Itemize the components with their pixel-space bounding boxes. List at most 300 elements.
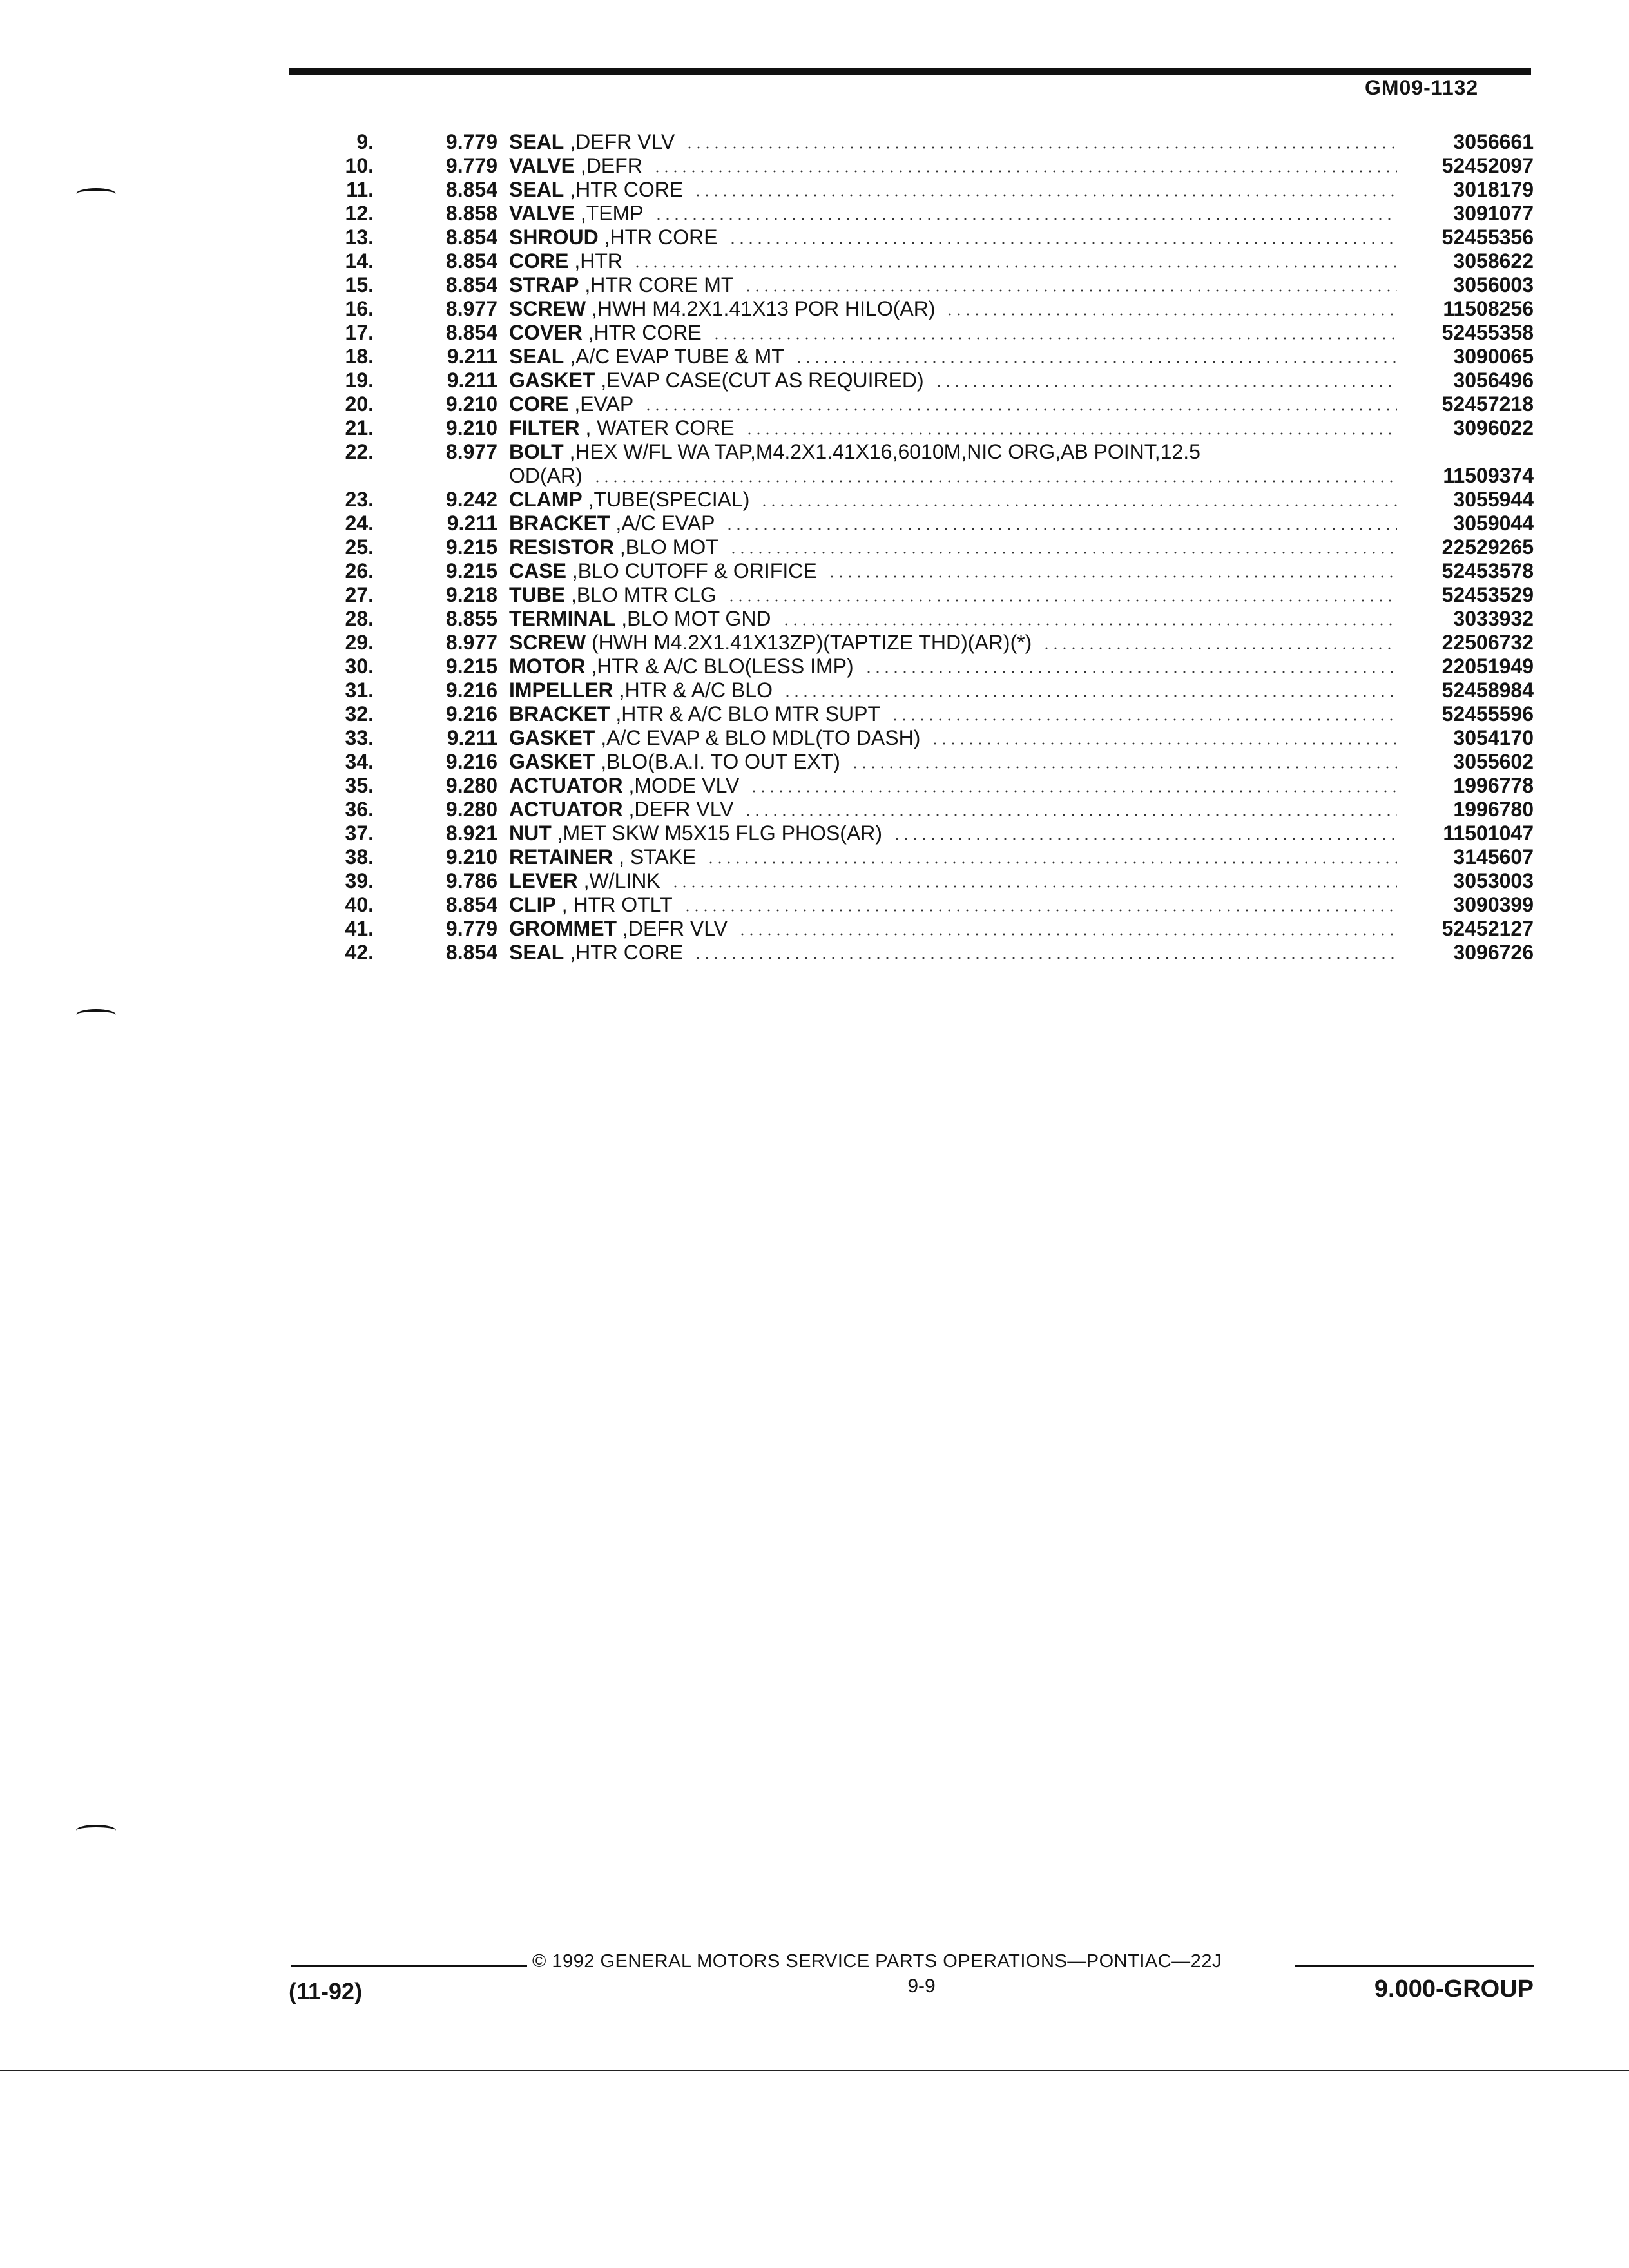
dot-leader <box>706 861 1397 864</box>
ref-number: 33. <box>345 726 374 749</box>
part-description <box>509 249 622 273</box>
part-number: 3056496 <box>1453 369 1534 392</box>
part-number: 1996780 <box>1453 798 1534 821</box>
group-number: 8.854 <box>445 893 497 916</box>
ref-number: 10. <box>345 154 374 177</box>
ref-number: 21. <box>345 416 374 439</box>
group-number: 8.854 <box>445 273 497 296</box>
part-number: 1996778 <box>1453 774 1534 797</box>
part-row <box>303 559 1534 583</box>
group-number: 9.779 <box>445 130 497 153</box>
group-number: 9.211 <box>447 726 497 749</box>
part-number: 3054170 <box>1453 726 1534 749</box>
ref-number: 22. <box>345 440 374 463</box>
part-row <box>303 607 1534 631</box>
part-name: ACTUATOR <box>509 774 623 797</box>
part-name: RETAINER <box>509 845 613 869</box>
footer-rule-left <box>291 1965 527 1967</box>
part-name: TERMINAL <box>509 607 616 630</box>
part-number: 3056661 <box>1453 130 1534 153</box>
part-detail: ,BLO MOT <box>614 535 718 559</box>
dot-leader <box>851 766 1397 769</box>
part-number: 3090399 <box>1453 893 1534 916</box>
part-detail: ,TUBE(SPECIAL) <box>582 488 750 511</box>
part-number: 52455358 <box>1441 321 1534 344</box>
group-number: 9.210 <box>445 845 497 869</box>
part-row <box>303 321 1534 345</box>
dot-leader <box>729 552 1397 554</box>
part-description <box>509 702 880 726</box>
dot-leader <box>693 194 1397 197</box>
group-number: 8.855 <box>445 607 497 630</box>
part-name: STRAP <box>509 273 579 296</box>
part-row <box>303 678 1534 702</box>
dot-leader <box>783 695 1397 697</box>
part-description <box>509 440 1200 463</box>
part-description-block <box>509 202 1405 226</box>
group-number: 9.215 <box>445 655 497 678</box>
part-name: CORE <box>509 392 569 416</box>
margin-mark <box>76 188 116 200</box>
part-name: VALVE <box>509 202 575 225</box>
part-description-block <box>509 345 1405 369</box>
part-number: 52455356 <box>1441 226 1534 249</box>
group-number: 9.210 <box>445 416 497 439</box>
dot-leader <box>633 265 1397 268</box>
part-number: 3058622 <box>1453 249 1534 273</box>
part-detail: , HTR OTLT <box>555 893 673 916</box>
dot-leader <box>760 504 1397 506</box>
ref-number: 28. <box>345 607 374 630</box>
part-description-block <box>509 559 1405 583</box>
part-detail: ,HWH M4.2X1.41X13 POR HILO(AR) <box>586 297 936 320</box>
part-name: VALVE <box>509 154 575 177</box>
part-row <box>303 655 1534 678</box>
part-detail: ,DEFR VLV <box>622 798 734 821</box>
part-name: NUT <box>509 822 552 845</box>
part-name: LEVER <box>509 869 578 892</box>
part-detail: ,W/LINK <box>577 869 660 892</box>
part-description <box>509 273 733 297</box>
part-row <box>303 512 1534 535</box>
part-number: 3145607 <box>1453 845 1534 869</box>
part-number: 52457218 <box>1441 392 1534 416</box>
description-line-2 <box>509 464 1405 488</box>
part-row <box>303 583 1534 607</box>
part-name: RESISTOR <box>509 535 614 559</box>
group-number: 9.280 <box>445 798 497 821</box>
ref-number: 14. <box>345 249 374 273</box>
part-detail: ,HTR CORE <box>582 321 702 344</box>
footer-date: (11-92) <box>289 1978 363 2004</box>
part-number: 11508256 <box>1443 297 1534 320</box>
dot-leader <box>744 289 1397 292</box>
part-detail: ,A/C EVAP TUBE & MT <box>564 345 784 368</box>
part-name: BRACKET <box>509 512 610 535</box>
dot-leader <box>712 337 1397 340</box>
part-detail: ,HTR & A/C BLO <box>613 678 773 702</box>
part-row <box>303 726 1534 750</box>
part-description-block <box>509 392 1405 416</box>
ref-number: 39. <box>345 869 374 892</box>
margin-mark <box>76 1825 116 1836</box>
part-name: SEAL <box>509 130 564 153</box>
part-name: SEAL <box>509 345 564 368</box>
part-description <box>509 917 728 941</box>
part-description <box>509 845 696 869</box>
part-description <box>509 559 817 583</box>
part-detail: ,EVAP <box>568 392 634 416</box>
dot-leader <box>782 623 1397 626</box>
part-description <box>509 822 882 845</box>
part-description-block <box>509 226 1405 249</box>
part-description-block <box>509 512 1405 535</box>
part-description <box>509 607 771 631</box>
part-description-block <box>509 750 1405 774</box>
document-code: GM09-1132 <box>1365 76 1479 99</box>
part-name: MOTOR <box>509 655 586 678</box>
part-description <box>509 369 924 392</box>
part-detail: ,BLO MTR CLG <box>565 583 717 606</box>
ref-number: 15. <box>345 273 374 296</box>
ref-number: 26. <box>345 559 374 582</box>
group-number: 8.977 <box>445 631 497 654</box>
part-row <box>303 130 1534 154</box>
part-description <box>509 583 717 607</box>
dot-leader <box>727 599 1397 602</box>
part-description <box>509 535 718 559</box>
part-detail: ,HTR & A/C BLO(LESS IMP) <box>585 655 854 678</box>
part-number: 3033932 <box>1453 607 1534 630</box>
part-description <box>509 392 633 416</box>
part-name: ACTUATOR <box>509 798 623 821</box>
part-detail: , WATER CORE <box>579 416 735 439</box>
part-row <box>303 226 1534 249</box>
part-row <box>303 750 1534 774</box>
dot-leader <box>827 575 1397 578</box>
group-number: 8.854 <box>445 321 497 344</box>
part-detail: ,HTR CORE <box>564 941 684 964</box>
ref-number: 20. <box>345 392 374 416</box>
part-number: 3091077 <box>1453 202 1534 225</box>
part-name: GROMMET <box>509 917 617 940</box>
part-description-block <box>509 822 1405 845</box>
ref-number: 40. <box>345 893 374 916</box>
part-name: BRACKET <box>509 702 610 726</box>
part-description-block <box>509 607 1405 631</box>
dot-leader <box>654 218 1397 220</box>
part-description-block <box>509 416 1405 440</box>
part-description <box>509 178 683 202</box>
part-description <box>509 154 642 178</box>
part-description-block <box>509 941 1405 965</box>
part-row <box>303 631 1534 655</box>
part-row <box>303 702 1534 726</box>
part-row <box>303 416 1534 440</box>
dot-leader <box>745 432 1397 435</box>
part-description <box>509 512 715 535</box>
part-number: 3056003 <box>1453 273 1534 296</box>
footer-group-label: 9.000-GROUP <box>1374 1975 1534 2003</box>
description-line-1 <box>509 440 1405 464</box>
part-row <box>303 369 1534 392</box>
part-number: 11509374 <box>1443 464 1534 487</box>
part-row <box>303 202 1534 226</box>
part-detail: ,HTR CORE <box>598 226 718 249</box>
group-number: 9.211 <box>447 345 497 368</box>
part-row <box>303 154 1534 178</box>
part-description <box>509 750 840 774</box>
part-row <box>303 392 1534 416</box>
part-description-block <box>509 726 1405 750</box>
part-detail: ,A/C EVAP <box>610 512 715 535</box>
header-rule <box>289 68 1531 75</box>
part-name: GASKET <box>509 750 595 773</box>
part-number: 22529265 <box>1441 535 1534 559</box>
part-description <box>509 130 675 154</box>
part-description <box>509 321 702 345</box>
group-number: 8.977 <box>445 297 497 320</box>
ref-number: 34. <box>345 750 374 773</box>
part-description-block <box>509 893 1405 917</box>
part-row <box>303 535 1534 559</box>
dot-leader <box>728 242 1397 244</box>
part-description-block <box>509 273 1405 297</box>
group-number: 9.215 <box>445 559 497 582</box>
part-detail: ,BLO CUTOFF & ORIFICE <box>566 559 817 582</box>
part-description-block <box>509 702 1405 726</box>
dot-leader <box>795 361 1397 363</box>
group-number: 8.921 <box>445 822 497 845</box>
part-number: 52452127 <box>1441 917 1534 940</box>
part-description-block <box>509 249 1405 273</box>
group-number: 9.211 <box>447 512 497 535</box>
part-number: 52458984 <box>1441 678 1534 702</box>
ref-number: 41. <box>345 917 374 940</box>
part-detail: , STAKE <box>613 845 697 869</box>
part-name: BOLT <box>509 440 564 463</box>
part-description-block <box>509 297 1405 321</box>
part-row <box>303 917 1534 941</box>
ref-number: 17. <box>345 321 374 344</box>
part-description-block <box>509 369 1405 392</box>
part-number: 3059044 <box>1453 512 1534 535</box>
part-row <box>303 869 1534 893</box>
part-detail: ,MODE VLV <box>622 774 740 797</box>
part-description <box>509 226 718 249</box>
ref-number: 12. <box>345 202 374 225</box>
part-description <box>509 798 733 822</box>
part-description-block <box>509 774 1405 798</box>
part-name: SEAL <box>509 941 564 964</box>
part-description-block <box>509 845 1405 869</box>
dot-leader <box>593 480 1397 483</box>
part-detail: ,DEFR VLV <box>564 130 675 153</box>
part-detail: ,HEX W/FL WA TAP,M4.2X1.41X16,6010M,NIC ORG,AB POINT,12.5 <box>563 440 1200 463</box>
part-number: 52453529 <box>1441 583 1534 606</box>
ref-number: 24. <box>345 512 374 535</box>
part-name: SCREW <box>509 297 586 320</box>
part-description <box>509 488 749 512</box>
part-number: 52453578 <box>1441 559 1534 582</box>
part-name: IMPELLER <box>509 678 613 702</box>
group-number: 9.215 <box>445 535 497 559</box>
ref-number: 25. <box>345 535 374 559</box>
part-description <box>509 893 673 917</box>
part-description <box>509 655 854 678</box>
part-description <box>509 869 660 893</box>
part-description-block <box>509 917 1405 941</box>
ref-number: 27. <box>345 583 374 606</box>
dot-leader <box>644 408 1397 411</box>
part-name: GASKET <box>509 369 595 392</box>
part-number: 22051949 <box>1441 655 1534 678</box>
part-description-block <box>509 798 1405 822</box>
footer-rule-right <box>1295 1965 1534 1967</box>
part-row <box>303 774 1534 798</box>
part-row <box>303 273 1534 297</box>
part-description-block <box>509 535 1405 559</box>
group-number: 9.786 <box>445 869 497 892</box>
part-number: 3018179 <box>1453 178 1534 201</box>
ref-number: 32. <box>345 702 374 726</box>
page-number: 9-9 <box>907 1975 936 1997</box>
dot-leader <box>930 742 1397 745</box>
dot-leader <box>738 933 1397 936</box>
group-number: 9.216 <box>445 750 497 773</box>
part-detail: ,HTR <box>568 249 622 273</box>
ref-number: 42. <box>345 941 374 964</box>
part-name: CLAMP <box>509 488 583 511</box>
dot-leader <box>683 909 1397 912</box>
part-description <box>509 774 739 798</box>
part-row <box>303 798 1534 822</box>
page-bottom-rule <box>0 2070 1629 2071</box>
part-detail: ,MET SKW M5X15 FLG PHOS(AR) <box>551 822 883 845</box>
part-row <box>303 822 1534 845</box>
part-number: 3053003 <box>1453 869 1534 892</box>
part-description-block <box>509 869 1405 893</box>
group-number: 9.280 <box>445 774 497 797</box>
part-name: SHROUD <box>509 226 599 249</box>
group-number: 8.854 <box>445 226 497 249</box>
part-description-block <box>509 321 1405 345</box>
part-name: TUBE <box>509 583 566 606</box>
part-detail: ,BLO MOT GND <box>615 607 771 630</box>
part-detail-continued: OD(AR) <box>509 464 583 487</box>
part-number: 3055944 <box>1453 488 1534 511</box>
dot-leader <box>744 814 1397 816</box>
ref-number: 23. <box>345 488 374 511</box>
part-description-block <box>509 631 1405 655</box>
part-detail: ,EVAP CASE(CUT AS REQUIRED) <box>595 369 924 392</box>
group-number: 9.779 <box>445 917 497 940</box>
dot-leader <box>945 313 1397 316</box>
ref-number: 16. <box>345 297 374 320</box>
part-row <box>303 845 1534 869</box>
part-name: GASKET <box>509 726 595 749</box>
part-description <box>509 726 920 750</box>
part-description-block <box>509 130 1405 154</box>
ref-number: 38. <box>345 845 374 869</box>
part-description <box>509 631 1032 655</box>
ref-number: 19. <box>345 369 374 392</box>
group-number: 8.854 <box>445 249 497 273</box>
ref-number: 30. <box>345 655 374 678</box>
ref-number: 31. <box>345 678 374 702</box>
group-number: 8.977 <box>445 440 497 463</box>
part-description <box>509 416 735 440</box>
ref-number: 36. <box>345 798 374 821</box>
dot-leader <box>671 885 1397 888</box>
part-detail: ,BLO(B.A.I. TO OUT EXT) <box>595 750 840 773</box>
group-number: 8.854 <box>445 941 497 964</box>
group-number: 9.216 <box>445 678 497 702</box>
dot-leader <box>685 146 1397 149</box>
group-number: 8.854 <box>445 178 497 201</box>
part-description <box>509 345 784 369</box>
margin-mark <box>76 1009 116 1021</box>
dot-leader <box>891 718 1397 721</box>
part-row <box>303 488 1534 512</box>
dot-leader <box>653 170 1397 173</box>
part-name: FILTER <box>509 416 580 439</box>
part-number: 11501047 <box>1443 822 1534 845</box>
part-detail: (HWH M4.2X1.41X13ZP)(TAPTIZE THD)(AR)(*) <box>586 631 1032 654</box>
dot-leader <box>892 838 1397 840</box>
dot-leader <box>864 671 1397 673</box>
part-description-block <box>509 583 1405 607</box>
part-name: SCREW <box>509 631 586 654</box>
part-row <box>303 941 1534 965</box>
part-number: 22506732 <box>1441 631 1534 654</box>
dot-leader <box>934 385 1397 387</box>
part-description <box>509 941 683 965</box>
part-name: CLIP <box>509 893 556 916</box>
part-row <box>303 440 1534 488</box>
part-description-block <box>509 154 1405 178</box>
ref-number: 9. <box>356 130 374 153</box>
part-description <box>509 297 935 321</box>
part-detail: ,A/C EVAP & BLO MDL(TO DASH) <box>595 726 921 749</box>
part-number: 52455596 <box>1441 702 1534 726</box>
part-row <box>303 297 1534 321</box>
part-name: COVER <box>509 321 583 344</box>
part-number: 3096022 <box>1453 416 1534 439</box>
dot-leader <box>725 528 1397 530</box>
part-name: CORE <box>509 249 569 273</box>
ref-number: 29. <box>345 631 374 654</box>
part-description-block <box>509 655 1405 678</box>
part-row <box>303 249 1534 273</box>
part-name: CASE <box>509 559 566 582</box>
dot-leader <box>749 790 1397 793</box>
group-number: 9.210 <box>445 392 497 416</box>
part-description-block <box>509 440 1405 488</box>
part-description-block <box>509 678 1405 702</box>
part-detail: ,HTR & A/C BLO MTR SUPT <box>610 702 881 726</box>
part-description-block <box>509 488 1405 512</box>
part-number: 3090065 <box>1453 345 1534 368</box>
ref-number: 37. <box>345 822 374 845</box>
dot-leader <box>693 957 1397 959</box>
part-description-block <box>509 178 1405 202</box>
group-number: 9.242 <box>445 488 497 511</box>
ref-number: 35. <box>345 774 374 797</box>
footer-copyright: © 1992 GENERAL MOTORS SERVICE PARTS OPERATIONS—PONTIAC—22J <box>532 1951 1222 1972</box>
part-row <box>303 345 1534 369</box>
group-number: 9.779 <box>445 154 497 177</box>
